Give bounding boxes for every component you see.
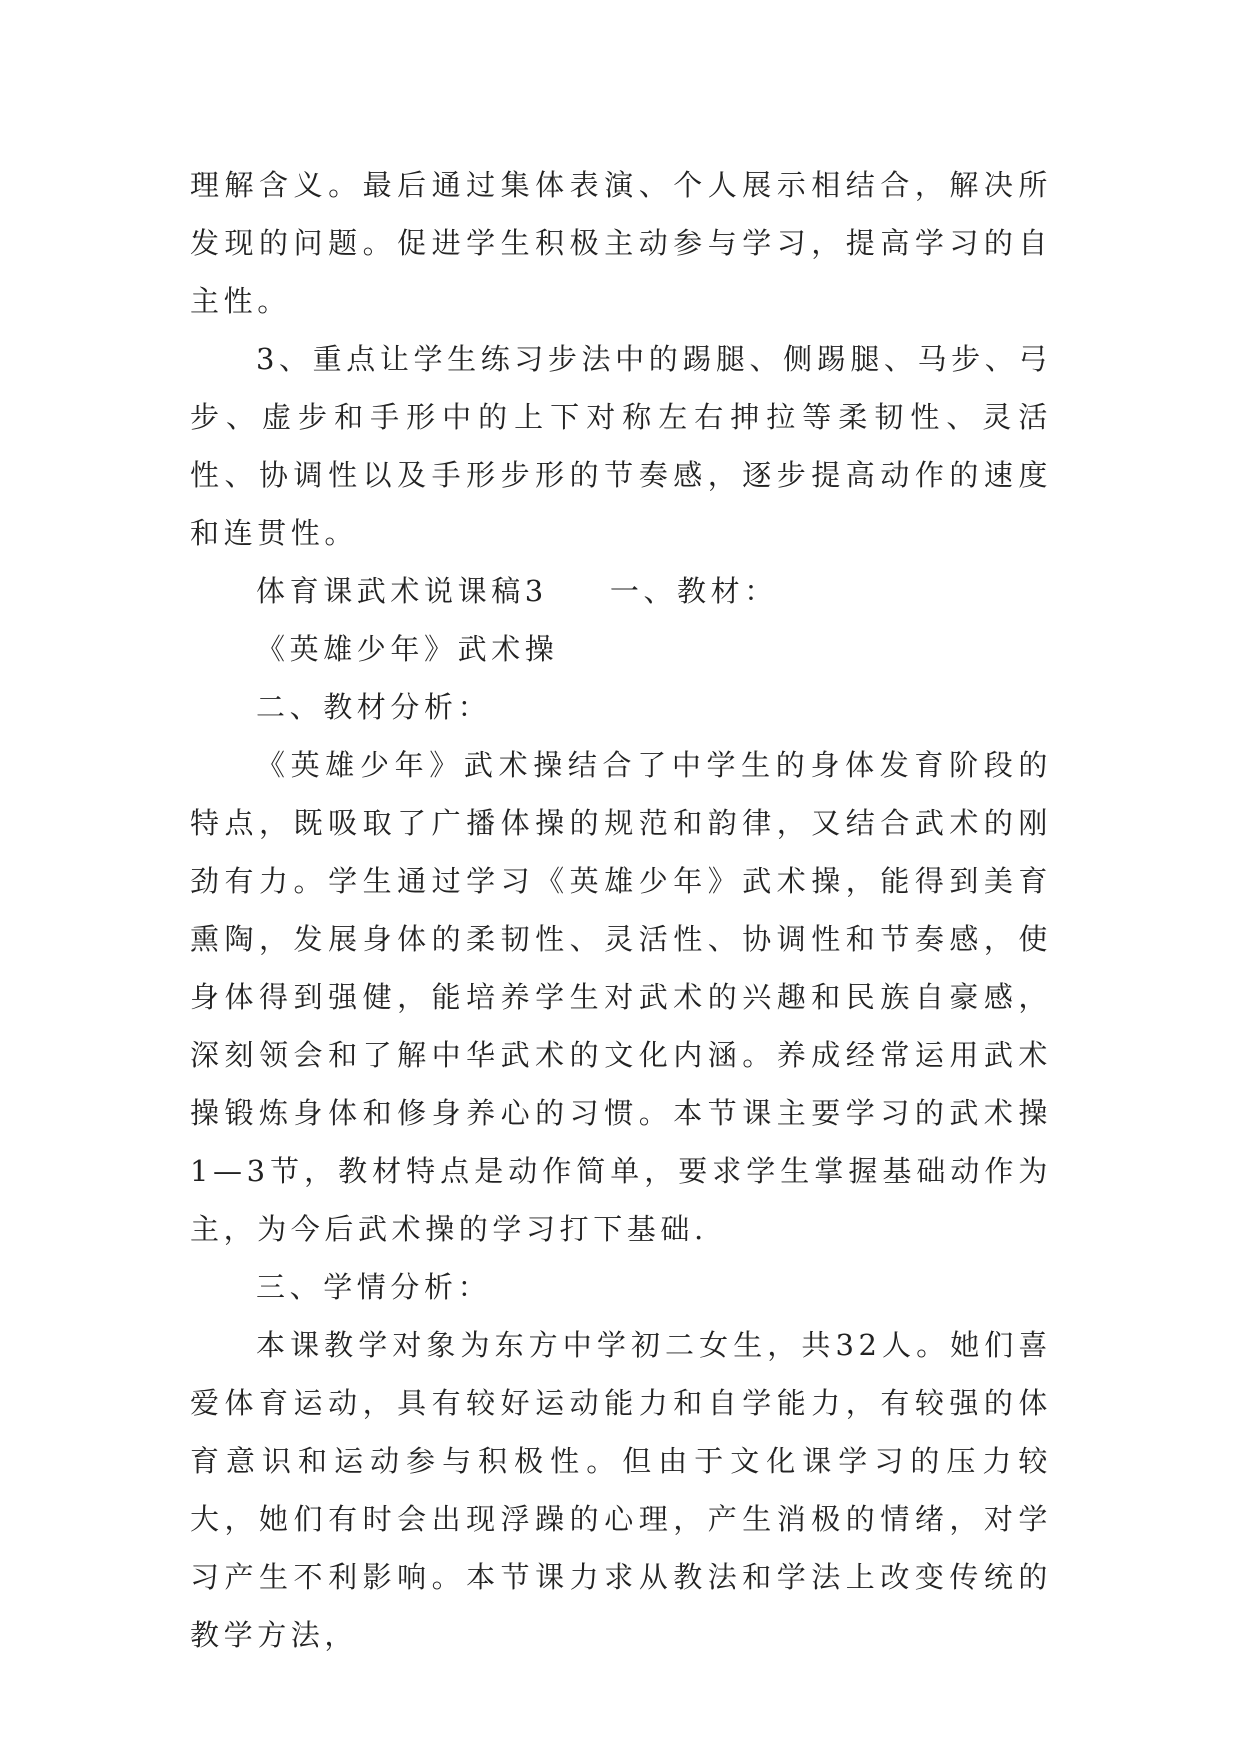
section-1-heading: 一、教材： [609, 574, 778, 608]
section-2-heading: 二、教材分析： [256, 690, 492, 724]
section-2-body: 《英雄少年》武术操结合了中学生的身体发育阶段的特点，既吸取了广播体操的规范和韵律，又结合武术的刚劲有力。学生通过学习《英雄少年》武术操，能得到美育熏陶，发展身体的柔韧性、灵活性、协调性和节奏感，使身体得到强健，能培养学生对武术的兴趣和民族自豪感，深刻领会和了解中华武术的文化内涵。养成经常运用武术操锻炼身体和修身养心的习惯。本节课主要学习的武术操1—3节，教材特点是动作简单，要求学生掌握基础动作为主，为今后武术操的学习打下基础. [190, 748, 1052, 1246]
document-body [190, 156, 1052, 1664]
paragraph-point-3: 3、重点让学生练习步法中的踢腿、侧踢腿、马步、弓步、虚步和手形中的上下对称左右抻拉等柔韧性、灵活性、协调性以及手形步形的节奏感，逐步提高动作的速度和连贯性。 [190, 342, 1052, 550]
lesson-title: 体育课武术说课稿3 [256, 574, 548, 608]
section-3-body: 本课教学对象为东方中学初二女生，共32人。她们喜爱体育运动，具有较好运动能力和自学能力，有较强的体育意识和运动参与积极性。但由于文化课学习的压力较大，她们有时会出现浮躁的心理，产生消极的情绪，对学习产生不利影响。本节课力求从教法和学法上改变传统的教学方法， [190, 1328, 1052, 1652]
paragraph-continuation: 理解含义。最后通过集体表演、个人展示相结合，解决所发现的问题。促进学生积极主动参与学习，提高学习的自主性。 [190, 168, 1052, 318]
material-name: 《英雄少年》武术操 [256, 632, 559, 666]
lesson-heading-line [190, 562, 1052, 620]
section-3-heading: 三、学情分析： [256, 1270, 492, 1304]
